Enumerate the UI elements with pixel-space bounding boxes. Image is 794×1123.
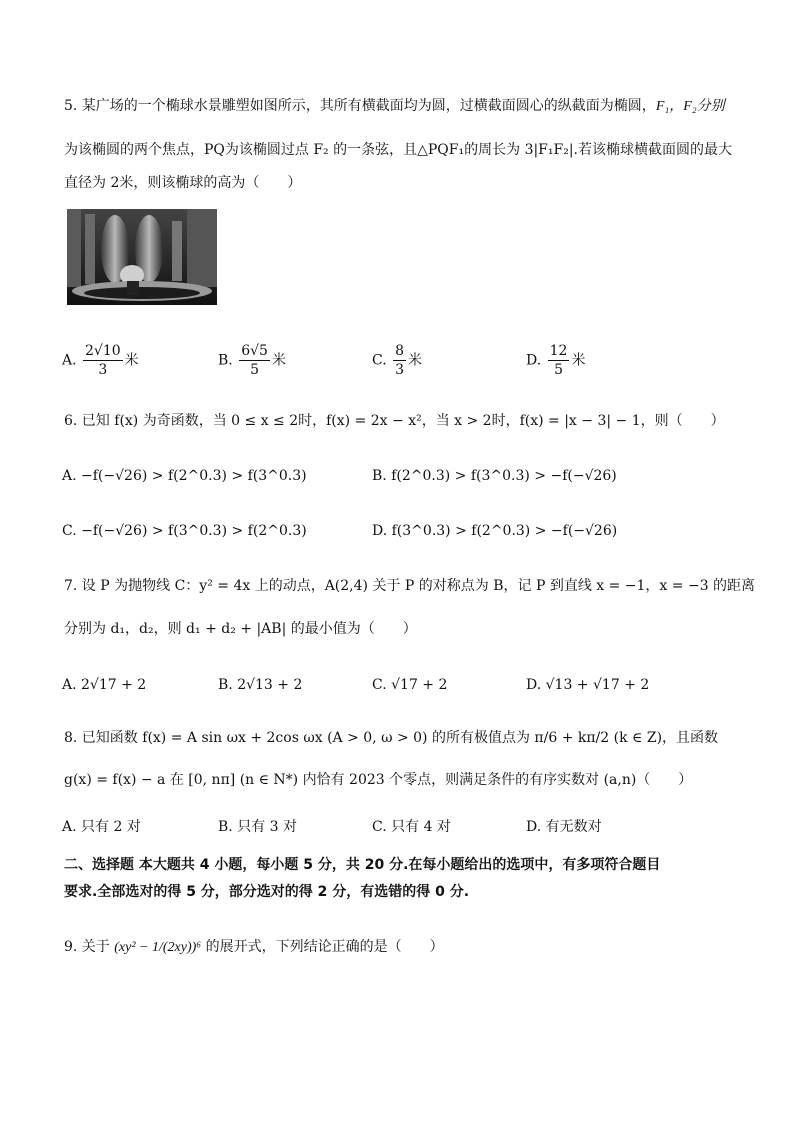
q5-option-c-unit: 米 — [408, 352, 423, 369]
q5-option-d-label: D. — [526, 352, 542, 369]
q5-line1-math: F₁，F₂分别 — [655, 99, 725, 114]
q5-option-b-fraction — [239, 342, 270, 379]
q5-option-d-fraction — [548, 342, 570, 379]
q7-option-c[interactable]: C. √17 + 2 — [372, 677, 448, 693]
q6-option-a[interactable]: A. −f(−√26) > f(2^0.3) > f(3^0.3) — [62, 468, 307, 484]
q5-option-a[interactable] — [62, 342, 139, 379]
q5-line2: 为该椭圆的两个焦点，PQ为该椭圆过点 F₂ 的一条弦，且△PQF₁的周长为 3|F₁F₂|.若该椭球横截面圆的最大 — [64, 142, 733, 158]
q6-option-c[interactable]: C. −f(−√26) > f(3^0.3) > f(2^0.3) — [62, 523, 307, 539]
q5-option-b[interactable] — [218, 342, 286, 379]
q8-option-b[interactable]: B. 只有 3 对 — [218, 819, 297, 835]
q9-prefix: 9. 关于 — [64, 939, 110, 955]
q8-option-c[interactable]: C. 只有 4 对 — [372, 819, 451, 835]
q5-option-c-fraction — [393, 342, 406, 379]
q5-option-b-numerator: 6√5 — [241, 343, 268, 359]
q5-option-a-numerator: 2√10 — [85, 343, 121, 359]
q5-line1 — [64, 96, 725, 117]
q5-option-a-fraction — [83, 342, 123, 379]
q7-line2: 分别为 d₁，d₂，则 d₁ + d₂ + |AB| 的最小值为（ ） — [64, 621, 417, 637]
q8-option-d[interactable]: D. 有无数对 — [526, 819, 602, 835]
q5-option-c-denominator: 3 — [395, 362, 405, 378]
q5-option-b-unit: 米 — [271, 352, 286, 369]
section2-header-line1: 二、选择题 本大题共 4 小题，每小题 5 分，共 20 分.在每小题给出的选项中，有多项符合题目 — [64, 857, 661, 873]
q5-option-d-unit: 米 — [571, 352, 586, 369]
q5-line1-text: 5. 某广场的一个椭球水景雕塑如图所示，其所有横截面均为圆，过横截面圆心的纵截面为椭圆， — [64, 98, 656, 114]
q5-option-b-label: B. — [218, 352, 233, 369]
q8-line1: 8. 已知函数 f(x) = A sin ωx + 2cos ωx (A > 0, ω > 0) 的所有极值点为 π/6 + kπ/2 (k ∈ Z)，且函数 — [64, 730, 719, 746]
q5-line3: 直径为 2米，则该椭球的高为（ ） — [64, 175, 302, 191]
q5-option-a-label: A. — [62, 352, 77, 369]
q5-option-c-numerator: 8 — [395, 343, 405, 359]
q8-option-a[interactable]: A. 只有 2 对 — [62, 819, 141, 835]
q6-option-d[interactable]: D. f(3^0.3) > f(2^0.3) > −f(−√26) — [372, 523, 618, 539]
q7-option-d[interactable]: D. √13 + √17 + 2 — [526, 677, 650, 693]
q9-stem — [64, 937, 444, 958]
q5-option-c[interactable] — [372, 342, 422, 379]
q8-line2: g(x) = f(x) − a 在 [0, nπ] (n ∈ N*) 内恰有 2023 个零点，则满足条件的有序实数对 (a,n)（ ） — [64, 772, 693, 788]
q5-option-c-label: C. — [372, 352, 387, 369]
q9-suffix: 的展开式，下列结论正确的是（ ） — [205, 939, 444, 955]
ellipsoid-sculpture-image — [67, 209, 217, 305]
q7-option-b[interactable]: B. 2√13 + 2 — [218, 677, 303, 693]
q7-line1: 7. 设 P 为抛物线 C：y² = 4x 上的动点，A(2,4) 关于 P 的对称点为 B，记 P 到直线 x = −1，x = −3 的距离 — [64, 578, 756, 594]
ellipsoid-sculpture-photo — [67, 209, 217, 305]
q5-option-d[interactable] — [526, 342, 585, 379]
section2-header-line2: 要求.全部选对的得 5 分，部分选对的得 2 分，有选错的得 0 分. — [64, 884, 470, 900]
q5-option-b-denominator: 5 — [250, 362, 260, 378]
q9-expression: (xy² − 1/(2xy))⁶ — [114, 940, 202, 955]
q7-option-a[interactable]: A. 2√17 + 2 — [62, 677, 147, 693]
q6-stem: 6. 已知 f(x) 为奇函数，当 0 ≤ x ≤ 2时，f(x) = 2x − x²，当 x > 2时，f(x) = |x − 3| − 1，则（ ） — [64, 413, 725, 429]
q5-option-d-numerator: 12 — [549, 343, 568, 359]
q5-option-a-denominator: 3 — [98, 362, 108, 378]
q5-option-a-unit: 米 — [124, 352, 139, 369]
q6-option-b[interactable]: B. f(2^0.3) > f(3^0.3) > −f(−√26) — [372, 468, 617, 484]
q5-option-d-denominator: 5 — [554, 362, 564, 378]
